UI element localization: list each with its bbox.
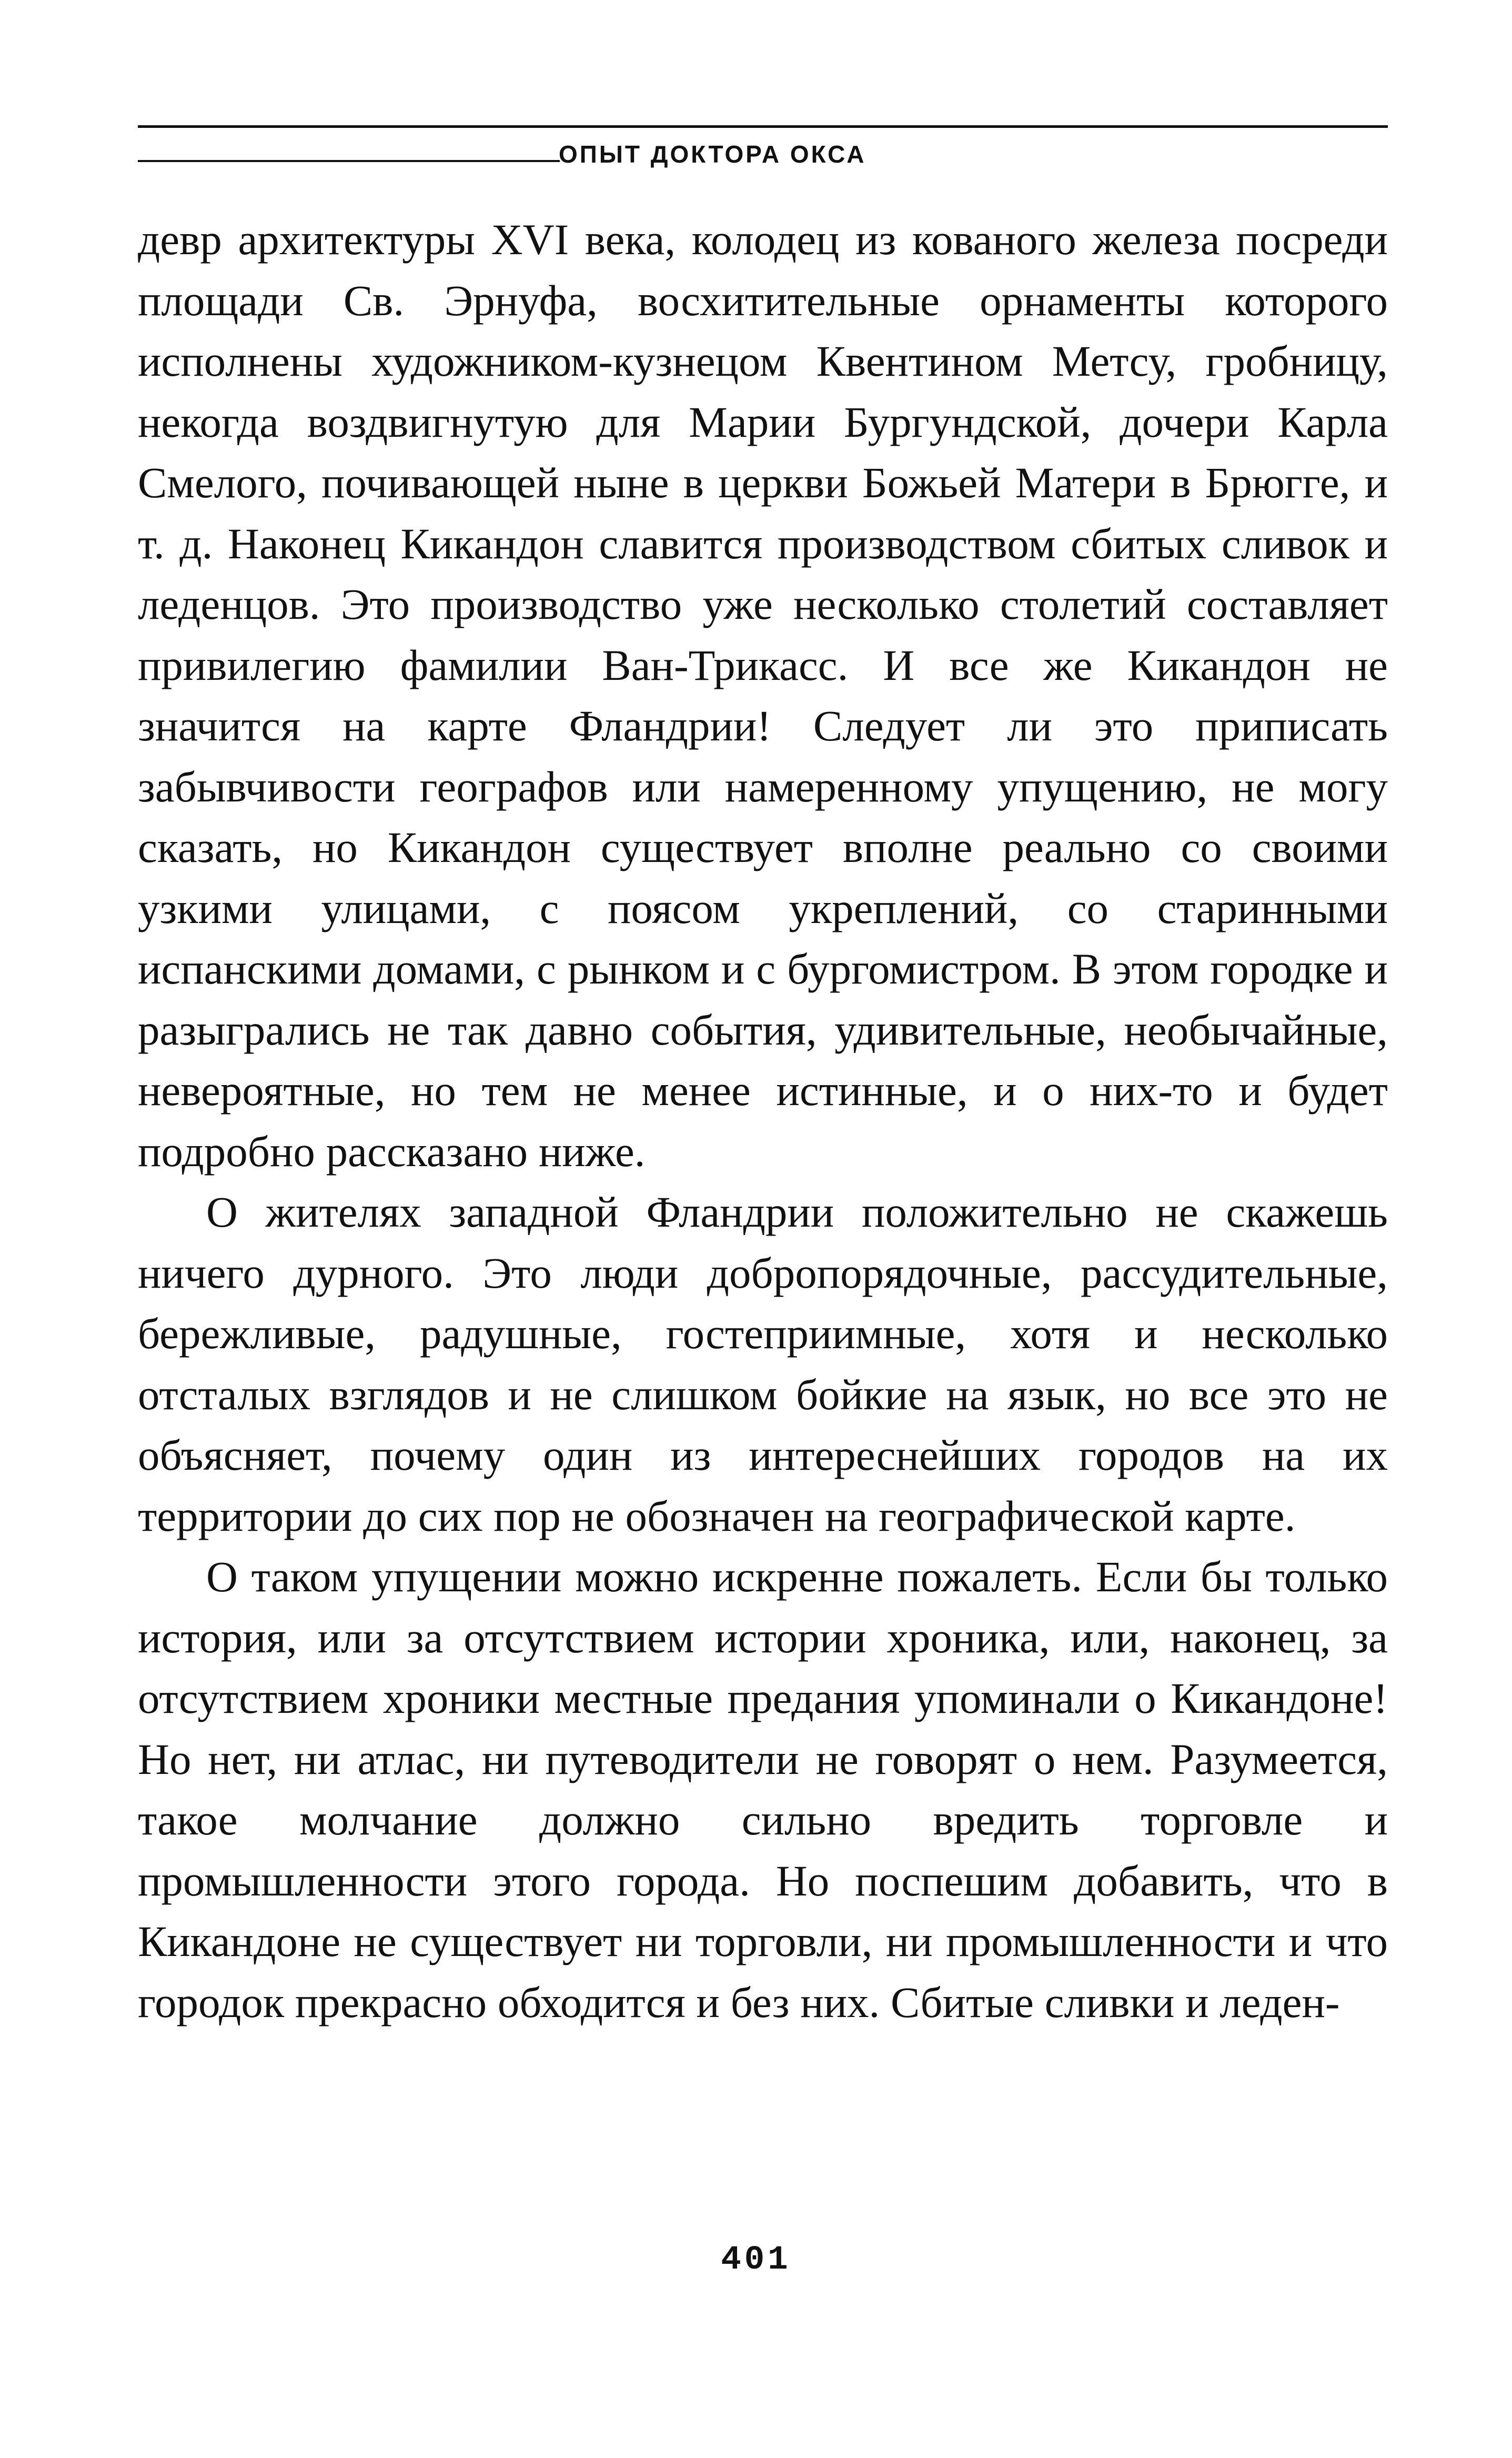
running-head: ОПЫТ ДОКТОРА ОКСА xyxy=(559,141,866,168)
paragraph-2: О жителях западной Фландрии положительно не скажешь ничего дурного. Это люди добропорядочные, рассудительные, бережливые, радушные, гостеприимные, хотя и несколько отсталых взглядов и не слишком бойкие на язык, но все это не объясняет, почему один из интереснейших городов на их территории до сих пор не обозначен на географической карте. xyxy=(138,1188,1388,1540)
paragraph-3: О таком упущении можно искренне пожалеть. Если бы только история, или за отсутствием истории хроника, или, наконец, за отсутствием хроники местные предания упоминали о Кикандоне! Но нет, ни атлас, ни путеводители не говорят о нем. Разумеется, такое молчание должно сильно вредить торговле и промышленности этого города. Но поспешим добавить, что в Кикандоне не существует ни торговли, ни промышленности и что городок прекрасно обходится и без них. Сбитые сливки и леден- xyxy=(138,1552,1388,2026)
page-header xyxy=(138,119,1388,172)
page-number: 401 xyxy=(721,2241,791,2279)
header-leader-line xyxy=(138,160,560,162)
body-text xyxy=(138,209,1388,2033)
paragraph-1: девр архитектуры XVI века, колодец из кованого железа посреди площади Св. Эрнуфа, восхитительные орнаменты которого исполнены художником-кузнецом Квентином Метсу, гробницу, некогда воздвигнутую для Марии Бургундской, дочери Карла Смелого, почивающей ныне в церкви Божьей Матери в Брюгге, и т. д. Наконец Кикандон славится производством сбитых сливок и леденцов. Это производство уже несколько столетий составляет привилегию фамилии Ван-Трикасс. И все же Кикандон не значится на карте Фландрии! Следует ли это приписать забывчивости географов или намеренному упущению, не могу сказать, но Кикандон существует вполне реально со своими узкими улицами, с поясом укреплений, со старинными испанскими домами, с рынком и с бургомистром. В этом городке и разыгрались не так давно события, удивительные, необычайные, невероятные, но тем не менее истинные, и о них-то и будет подробно рассказано ниже. xyxy=(138,215,1388,1176)
header-top-rule xyxy=(138,125,1388,128)
